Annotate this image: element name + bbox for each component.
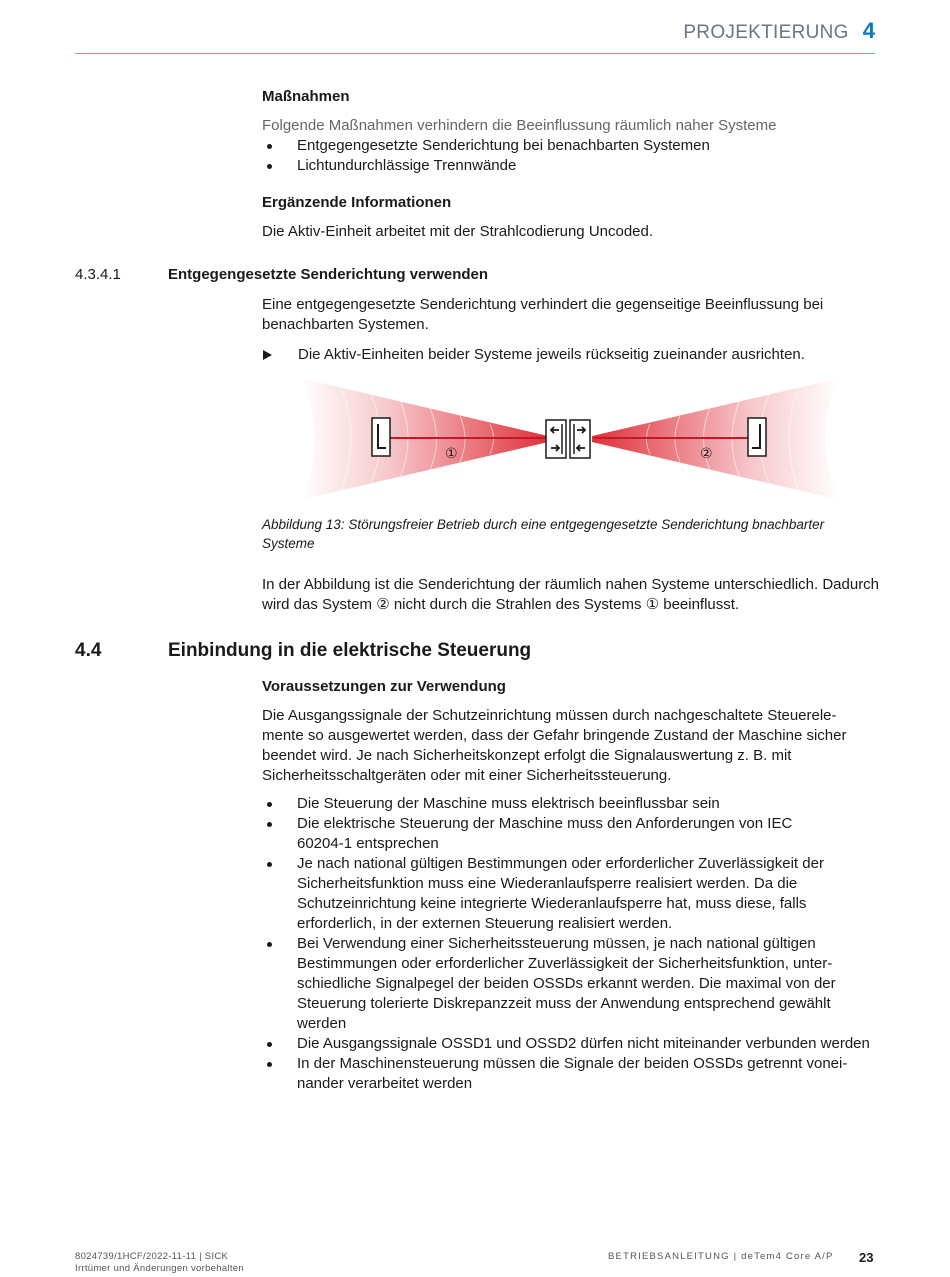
beam-direction-figure [300, 378, 840, 500]
section-44-title: Einbindung in die elektrische Steuerung [168, 640, 532, 661]
list-item: Bei Verwendung einer Sicherheitssteuerung müssen, je nach national gültigen Bestimmungen oder erforderlicher Zuverlässigkeit der Sicherheitsfunktion, unterschiedliche Signalpegel der beiden OSSDs erkannt werden. Die maximal von der Steuerung tolerierte Diskrepanzzeit muss der Anwendung entsprechend gewählt werden [262, 934, 874, 1034]
figure-label-system-2: ② [700, 446, 713, 462]
list-item: Die elektrische Steuerung der Maschine muss den Anforderungen von IEC 60204-1 entsprechen [262, 814, 874, 854]
list-item: Entgegengesetzte Senderichtung bei benachbarten Systemen [262, 136, 882, 156]
passive-unit-left [372, 418, 390, 456]
page-number: 23 [859, 1250, 874, 1265]
massnahmen-list [262, 136, 882, 176]
section-44-number: 4.4 [75, 640, 102, 661]
massnahmen-heading: Maßnahmen [262, 88, 350, 105]
section-4341-after-text: In der Abbildung ist die Senderichtung der räumlich nahen Systeme unterschiedlich. Dadurch wird das System ② nicht durch die Strahlen des Systems ① beeinflusst. [262, 576, 880, 613]
active-unit-right [570, 420, 590, 458]
header-section-title: PROJEKTIERUNG [683, 22, 849, 43]
section-4341-title: Entgegengesetzte Senderichtung verwenden [168, 266, 489, 283]
section-44-text: Die Ausgangssignale der Schutzeinrichtung müssen durch nachgeschaltete Steuerelemente so ausgewertet werden, dass der Gefahr bringende Zustand der Maschine sicher beendet wird. Je nach Sicherheitskonzept erfolgt die Signalauswertung z. B. mit Sicherheitsschaltgeräten oder mit einer Sicherheitssteuerung. [262, 707, 847, 784]
ergaenzend-text: Die Aktiv-Einheit arbeitet mit der Strahlcodierung Uncoded. [262, 223, 654, 240]
header-section-number: 4 [862, 18, 875, 43]
running-header [683, 18, 875, 44]
action-arrow-icon [263, 350, 272, 360]
requirements-list [262, 794, 874, 1094]
footer-disclaimer: Irrtümer und Änderungen vorbehalten [75, 1263, 244, 1274]
list-item: In der Maschinensteuerung müssen die Signale der beiden OSSDs getrennt voneinander verarbeitet werden [262, 1054, 874, 1094]
list-item: Die Steuerung der Maschine muss elektrisch beeinflussbar sein [262, 794, 874, 814]
footer-doc-id: 8024739/1HCF/2022-11-11 | SICK [75, 1251, 229, 1262]
section-4341-number: 4.3.4.1 [75, 266, 121, 283]
massnahmen-intro: Folgende Maßnahmen verhindern die Beeinflussung räumlich naher Systeme [262, 117, 777, 134]
active-unit-left [546, 420, 566, 458]
figure-caption: Abbildung 13: Störungsfreier Betrieb durch eine entgegengesetzte Senderichtung bnachbarter Systeme [262, 517, 825, 551]
list-item: Je nach national gültigen Bestimmungen oder erforderlicher Zuverlässigkeit der Sicherheitsfunktion muss eine Wiederanlaufsperre realisiert werden. Da die Schutzeinrichtung keine integrierte Wiederanlaufsperre hat, muss diese, falls erforderlich, in der externen Steuerung realisiert werden. [262, 854, 874, 934]
action-step [262, 345, 882, 365]
section-44-subheading: Voraussetzungen zur Verwendung [262, 678, 506, 695]
footer-manual: BETRIEBSANLEITUNG | deTem4 Core A/P [608, 1251, 834, 1262]
header-rule [75, 53, 875, 54]
list-item: Lichtundurchlässige Trennwände [262, 156, 882, 176]
section-4341-text: Eine entgegengesetzte Senderichtung verhindert die gegenseitige Beeinflussung bei benachbarten Systemen. [262, 296, 824, 333]
figure-label-system-1: ① [445, 446, 458, 462]
passive-unit-right [748, 418, 766, 456]
ergaenzend-heading: Ergänzende Informationen [262, 194, 452, 211]
action-text: Die Aktiv-Einheiten beider Systeme jeweils rückseitig zueinander ausrichten. [298, 346, 805, 363]
list-item: Die Ausgangssignale OSSD1 und OSSD2 dürfen nicht miteinander verbunden werden [262, 1034, 874, 1054]
